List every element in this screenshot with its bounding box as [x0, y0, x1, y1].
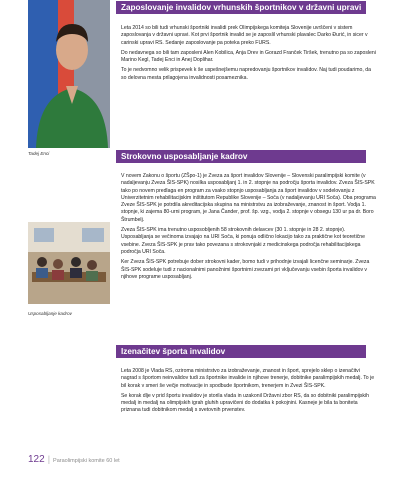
paragraph: Zveza ŠIS-SPK ima trenutno usposobljenih 58 strokovnih delavcev (30 1. stopnje in 28 2. stopnje). Usposabljanja se večinoma izvajajo na URI Soča, ki ponuja odlično lokacijo tako za praktične kot teoretične vsebine. Zveza ŠIS-SPK je prav tako povezana s strokovnjaki z medicinskega področja rehabilitacijskega področja URI Soča. [121, 227, 366, 255]
portrait-illustration [28, 0, 110, 148]
photo-athlete-portrait [28, 0, 110, 148]
paragraph: Do nedavnega so bili tam zaposleni Alen Kobilica, Anja Drev in Gorazd Franček Tiršek, trenutno pa so zaposleni Marino Kegl, Tadej Enci in Anej Doplihar. [121, 49, 376, 64]
photo-training-session [28, 222, 110, 304]
page-number: 122 [28, 454, 45, 465]
paragraph: Ker Zveza ŠIS-SPK potrebuje dober strokovni kader, bomo tudi v prihodnje izvajali licenčne seminarje. Zveza ŠIS-SPK sodeluje tudi z nacionalnimi panožnimi športnimi zvezami pri vključevanju vsebin športa invalidov v njihove programe usposabljanj. [121, 259, 370, 280]
paragraph: Leta 2014 so bili tudi vrhunski športniki invalidi prek Olimpijskega komiteja Slovenije uvrščeni v sistem zaposlovanja v državni upravi. Kot prvi športnik invalid se je zaposlil vrhunski plavalec Darko Đurić, in sicer v carinski upravi RS. Sedanje zaposlovanje pa poteka preko FURS. [121, 25, 368, 46]
page-footer [28, 454, 120, 465]
paragraph: Leta 2008 je Vlada RS, oziroma ministrstvo za izobraževanje, znanost in šport, sprejelo sklep o izenačitvi nagrad s športom neinvalidov tudi za športnike invalide in njihove trenerje, dobitnike paralimpijskih medalj. To je bil korak v smeri še večje motivacije in spodbude športnikom, trenerjem in Zvezi ŠIS-SPK. [121, 368, 375, 389]
training-illustration [28, 222, 110, 304]
section-heading-employment: Zaposlovanje invalidov vrhunskih športnikov v državni upravi [116, 1, 366, 14]
section-body-employment [121, 25, 377, 85]
section-body-equalization [121, 368, 377, 418]
footer-title: Paraolimpijski komite 60 let [53, 458, 120, 464]
photo2-caption: Usposabljanje kadrov [28, 311, 72, 316]
section-body-training [121, 173, 377, 284]
paragraph: V novem Zakonu o športu (ZŠpo-1) je Zveza za šport invalidov Slovenije – Slovenski paralimpijski komite (v nadaljevanju Zveza ŠIS-SPK) nosilka usposabljanj 1. in 2. stopnje na področju športa invalidov. Zveza ŠIS-SPK tako po novem predlaga en program za vsako stopnjo usposabljanja za šport invalidov v sodelovanju z Univerzitetnim rehabilitacijskim inštitutom Republike Slovenije – Soča (v nadaljevanju URI Soča). Oba programa Zveze ŠIS-SPK je potrdila akreditacijska skupina na ministrstvu za izobraževanje, znanost in šport. Vodja 1. stopnje, ki zajema 80-urni program, je Jana Čander, prof. šp. vzg., vodja 2. stopnje v obsegu 130 ur pa dr. Boro Štrumbelj. [121, 173, 376, 223]
footer-separator: | [47, 454, 51, 464]
photo1-caption: Tadej Enci [28, 151, 50, 156]
section-heading-equalization: Izenačitev športa invalidov [116, 345, 366, 358]
paragraph: Se korak dlje v prid športu invalidov je storila vlada in uzakonil Državni zbor RS, da so dobitniki paralimpijskih medalj in medalj na olimpijskih igrah gluhih upravičeni do dodatka k pokojnini. Kasneje je bila ta boniteta priznana tudi dobitnikom medalj s svetovnih prvenstev. [121, 392, 370, 414]
paragraph: To je nedvomno velik prispevek k še uspešnejšemu napredovanju športnikov invalidov. Naj tudi poudarimo, da so delovna mesta prilagojena invalidnosti posameznika. [121, 67, 371, 81]
section-heading-training: Strokovno usposabljanje kadrov [116, 150, 366, 163]
